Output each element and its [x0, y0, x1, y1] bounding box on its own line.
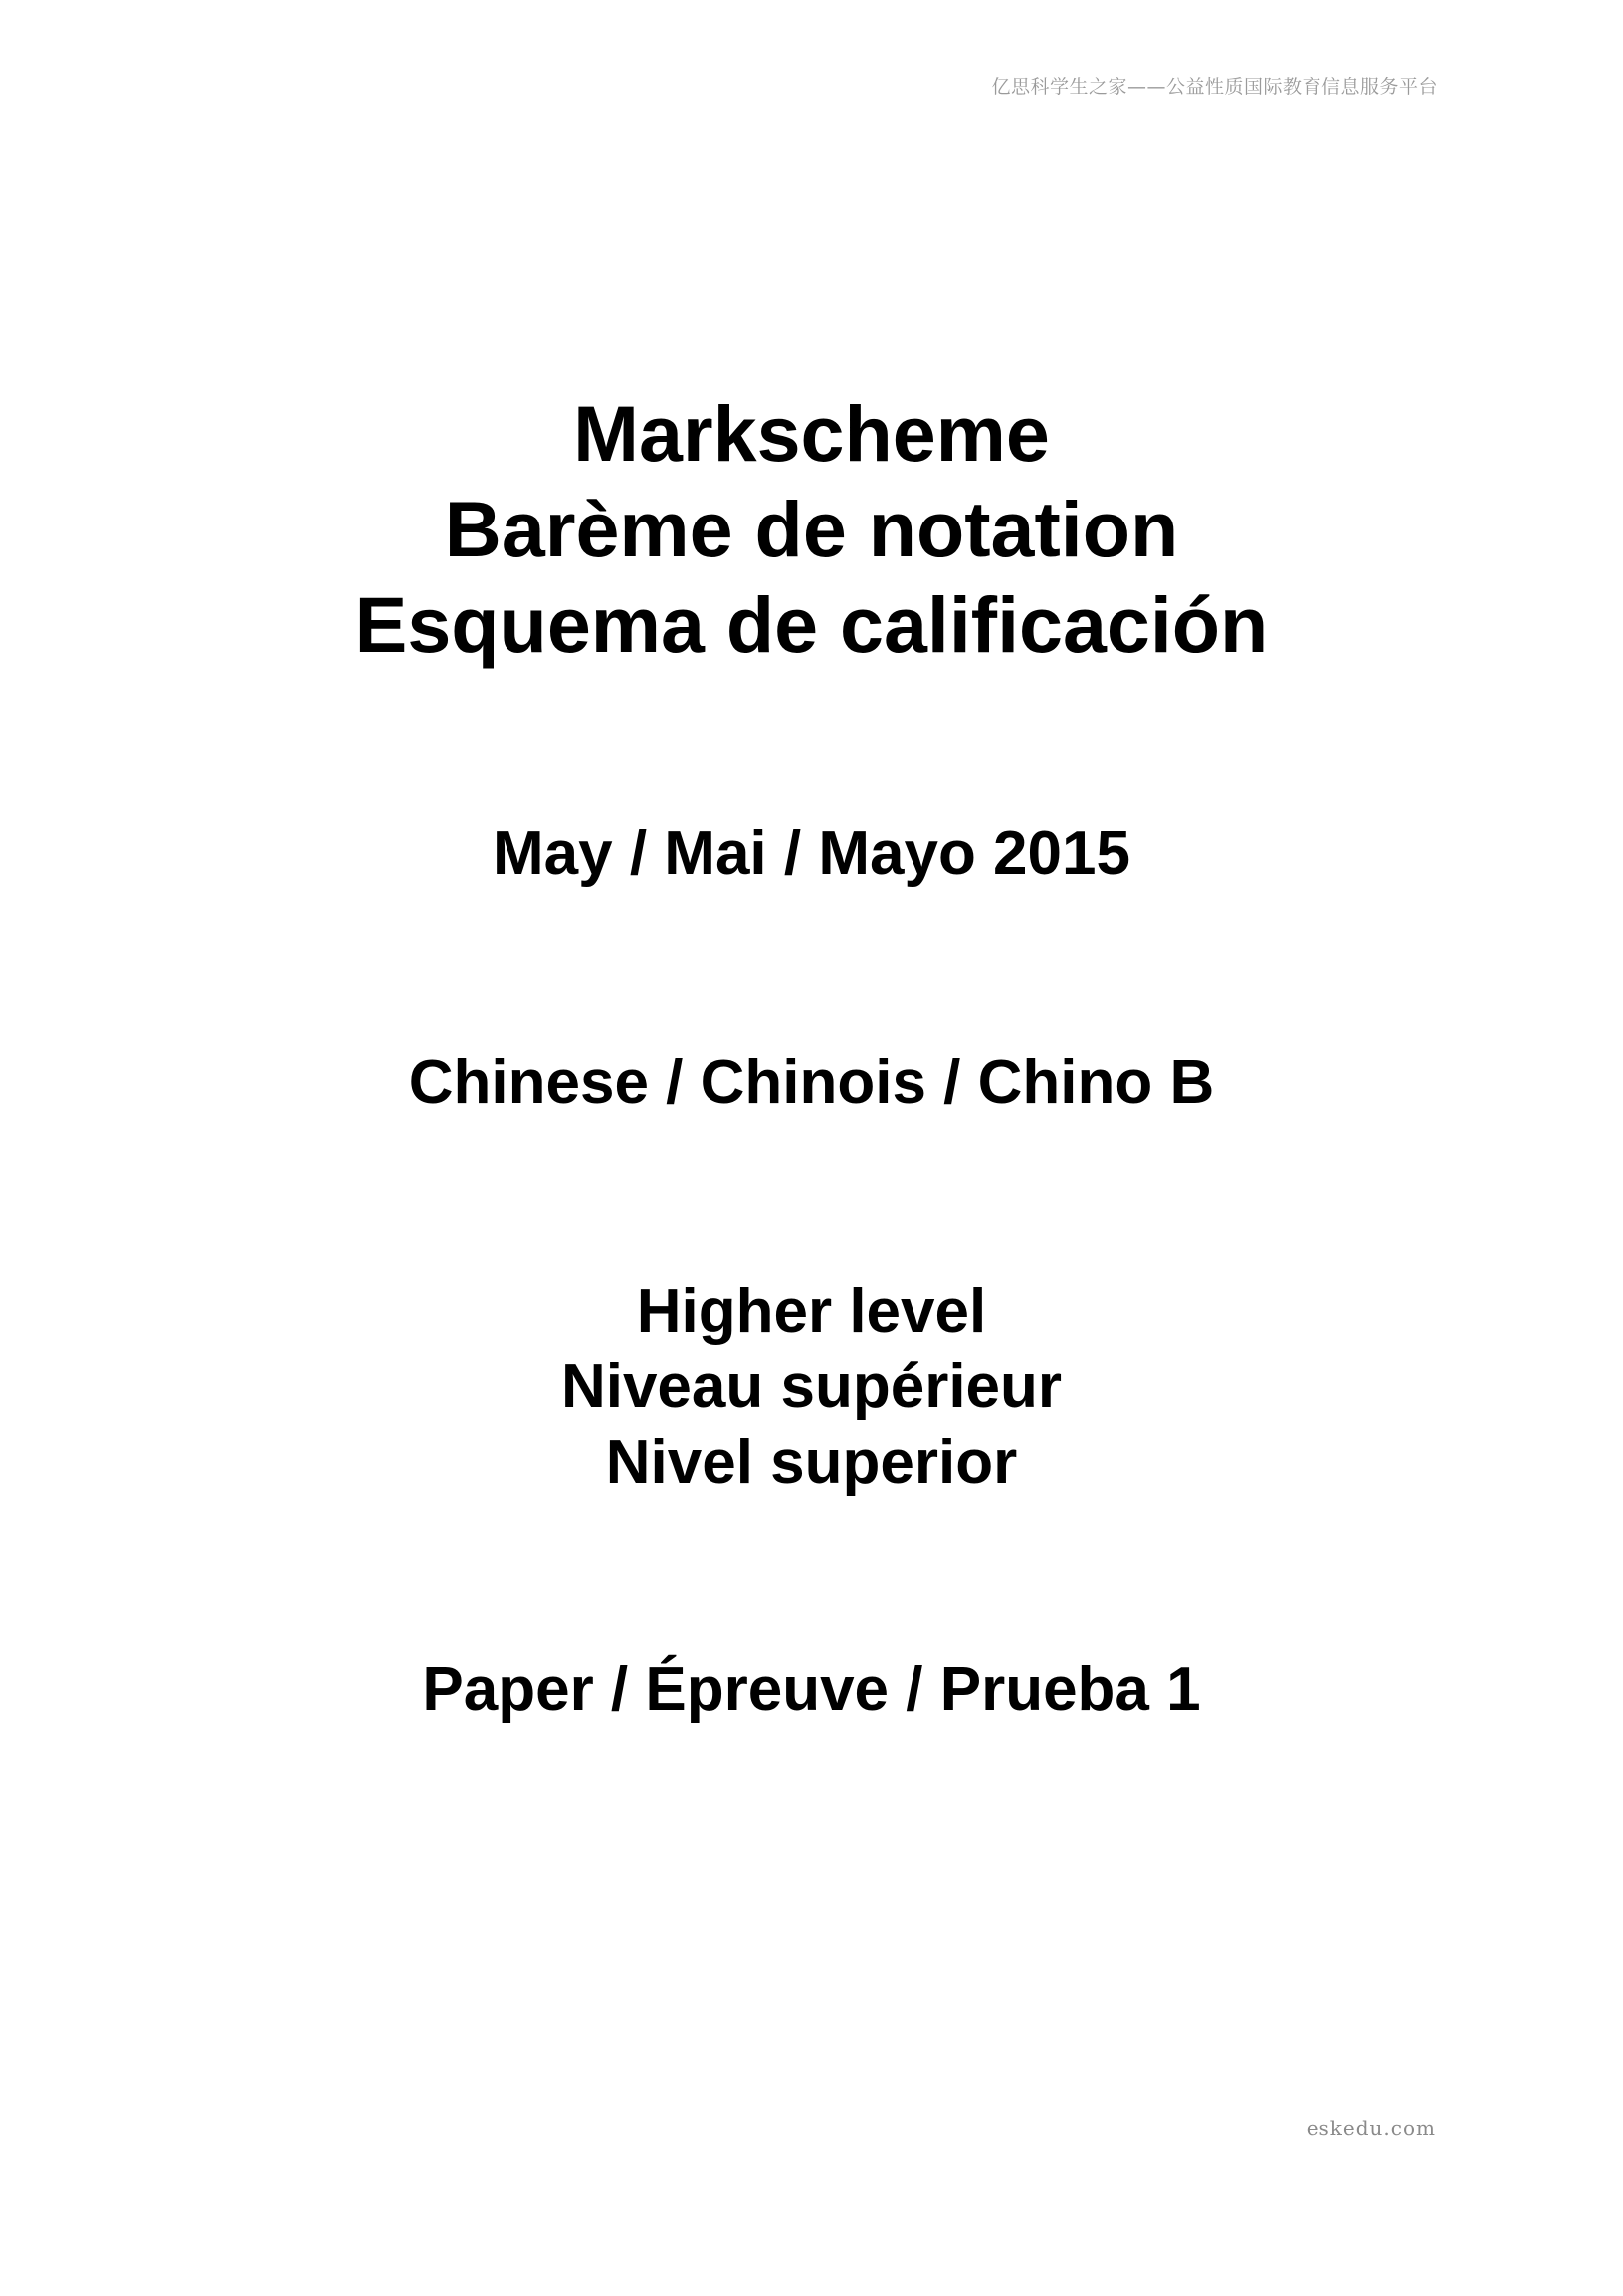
title-line-english: Markscheme	[573, 389, 1050, 478]
document-title	[0, 386, 1623, 673]
exam-subject: Chinese / Chinois / Chino B	[408, 1048, 1215, 1117]
footer-site-watermark: eskedu.com	[1306, 2116, 1436, 2140]
title-line-spanish: Esquema de calificación	[354, 580, 1269, 669]
level-line-english: Higher level	[636, 1277, 987, 1346]
level-line-spanish: Nivel superior	[605, 1428, 1018, 1497]
exam-paper: Paper / Épreuve / Prueba 1	[422, 1655, 1201, 1724]
exam-session: May / Mai / Mayo 2015	[493, 819, 1130, 888]
title-line-french: Barème de notation	[444, 485, 1179, 573]
header-watermark: 亿思科学生之家——公益性质国际教育信息服务平台	[991, 76, 1438, 98]
level-line-french: Niveau supérieur	[560, 1353, 1063, 1421]
exam-level	[0, 1274, 1623, 1501]
